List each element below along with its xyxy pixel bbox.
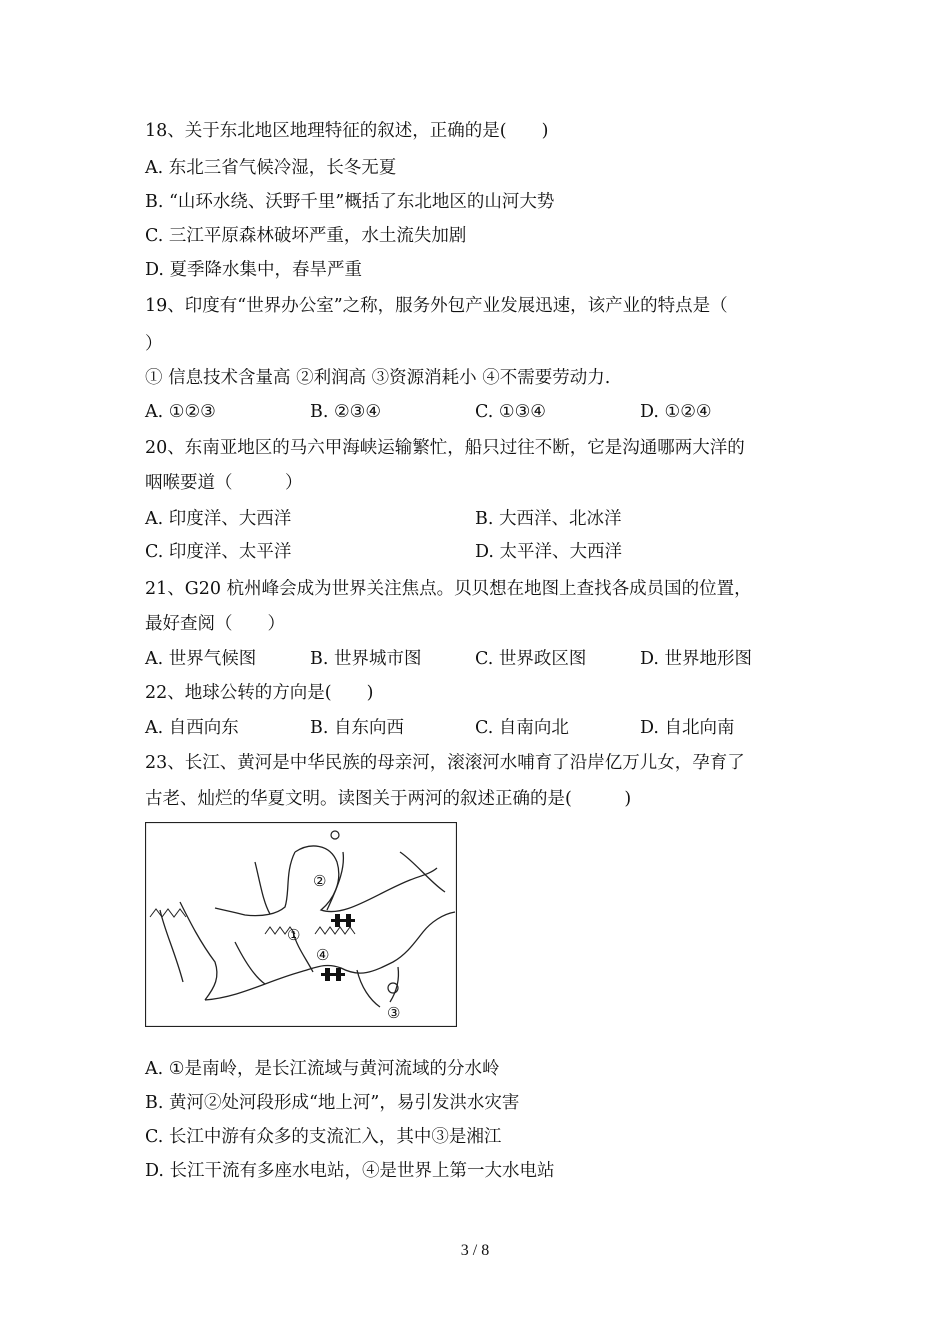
map-label-4: ④ [316, 946, 330, 964]
q19-statements: ① 信息技术含量高 ②利润高 ③资源消耗小 ④不需要劳动力. [145, 368, 611, 388]
q23-option-a: A. ①是南岭，是长江流域与黄河流域的分水岭 [145, 1059, 500, 1079]
dam-icon [321, 973, 345, 976]
q19-stem-line1: 19、印度有“世界办公室”之称，服务外包产业发展迅速，该产业的特点是（ [145, 296, 728, 316]
q20-stem-line2: 咽喉要道（ ） [145, 473, 303, 493]
q21-stem-line2: 最好查阅（ ） [145, 614, 285, 634]
q20-option-c: C. 印度洋、太平洋 [145, 542, 292, 562]
q20-option-b: B. 大西洋、北冰洋 [475, 509, 622, 529]
dam-icon [331, 919, 355, 922]
q20-stem-line1: 20、东南亚地区的马六甲海峡运输繁忙，船只过往不断，它是沟通哪两大洋的 [145, 438, 745, 458]
q20-option-d: D. 太平洋、大西洋 [475, 542, 623, 562]
q18-option-d: D. 夏季降水集中，春旱严重 [145, 260, 363, 280]
q23-stem-line1: 23、长江、黄河是中华民族的母亲河，滚滚河水哺育了沿岸亿万儿女，孕育了 [145, 753, 745, 773]
q22-option-d: D. 自北向南 [640, 718, 735, 738]
q23-option-b: B. 黄河②处河段形成“地上河”，易引发洪水灾害 [145, 1093, 520, 1113]
q22-stem: 22、地球公转的方向是( ) [145, 683, 374, 703]
q19-option-d: D. ①②④ [640, 402, 712, 422]
map-label-2: ② [313, 872, 327, 890]
q19-stem-line2: ） [145, 334, 163, 354]
q21-stem-line1: 21、G20 杭州峰会成为世界关注焦点。贝贝想在地图上查找各成员国的位置， [145, 579, 752, 599]
q23-option-c: C. 长江中游有众多的支流汇入，其中③是湘江 [145, 1127, 502, 1147]
page-number: 3 / 8 [460, 1242, 490, 1259]
q21-option-b: B. 世界城市图 [310, 649, 422, 669]
rivers-map-figure [145, 822, 457, 1027]
q20-option-a: A. 印度洋、大西洋 [145, 509, 292, 529]
q18-option-c: C. 三江平原森林破坏严重，水土流失加剧 [145, 226, 467, 246]
q22-option-b: B. 自东向西 [310, 718, 404, 738]
q21-option-d: D. 世界地形图 [640, 649, 753, 669]
map-label-1: ① [287, 926, 301, 944]
q18-stem: 18、关于东北地区地理特征的叙述，正确的是( ) [145, 121, 549, 141]
q19-option-c: C. ①③④ [475, 402, 546, 422]
q23-stem-line2: 古老、灿烂的华夏文明。读图关于两河的叙述正确的是( ) [145, 789, 632, 809]
q21-option-c: C. 世界政区图 [475, 649, 587, 669]
map-label-3: ③ [387, 1004, 401, 1022]
q22-option-a: A. 自西向东 [145, 718, 239, 738]
q18-option-b: B. “山环水绕、沃野千里”概括了东北地区的山河大势 [145, 192, 555, 212]
q19-option-a: A. ①②③ [145, 402, 216, 422]
q22-option-c: C. 自南向北 [475, 718, 569, 738]
q19-option-b: B. ②③④ [310, 402, 382, 422]
q23-option-d: D. 长江干流有多座水电站，④是世界上第一大水电站 [145, 1161, 555, 1181]
q18-option-a: A. 东北三省气候冷湿，长冬无夏 [145, 158, 397, 178]
q21-option-a: A. 世界气候图 [145, 649, 257, 669]
